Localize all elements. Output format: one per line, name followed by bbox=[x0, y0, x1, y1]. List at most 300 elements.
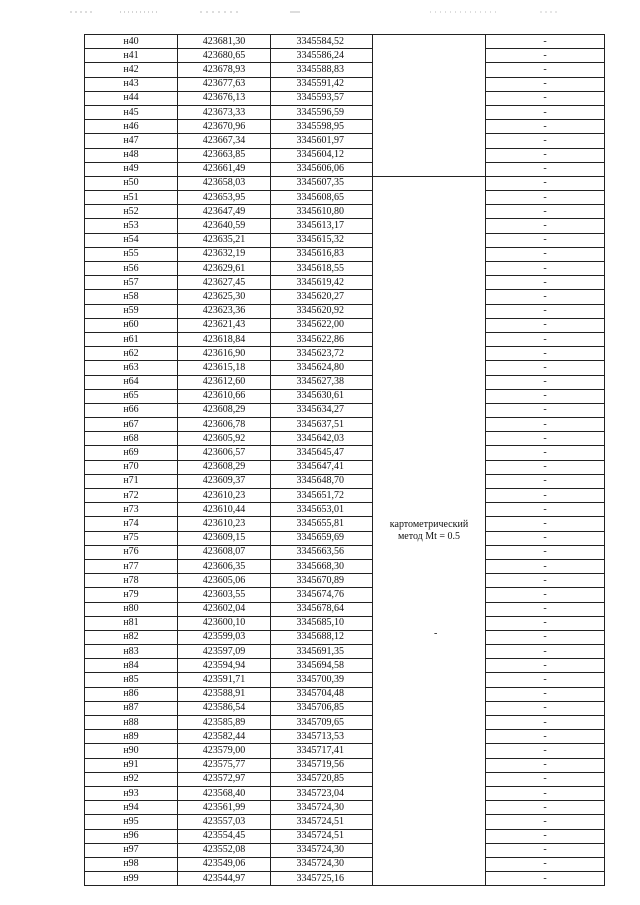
note-cell: - bbox=[486, 318, 605, 332]
table-row bbox=[85, 701, 605, 715]
point-name-cell: н40 bbox=[85, 35, 178, 49]
y-coordinate-cell: 3345619,42 bbox=[271, 276, 373, 290]
note-cell: - bbox=[486, 361, 605, 375]
y-coordinate-cell: 3345713,53 bbox=[271, 730, 373, 744]
x-coordinate-cell: 423602,04 bbox=[178, 602, 271, 616]
y-coordinate-cell: 3345706,85 bbox=[271, 701, 373, 715]
y-coordinate-cell: 3345651,72 bbox=[271, 489, 373, 503]
note-cell: - bbox=[486, 602, 605, 616]
point-name-cell: н76 bbox=[85, 545, 178, 559]
y-coordinate-cell: 3345618,55 bbox=[271, 262, 373, 276]
note-cell: - bbox=[486, 659, 605, 673]
table-row bbox=[85, 77, 605, 91]
x-coordinate-cell: 423608,29 bbox=[178, 403, 271, 417]
x-coordinate-cell: 423591,71 bbox=[178, 673, 271, 687]
note-cell: - bbox=[486, 801, 605, 815]
y-coordinate-cell: 3345593,57 bbox=[271, 91, 373, 105]
point-name-cell: н89 bbox=[85, 730, 178, 744]
x-coordinate-cell: 423678,93 bbox=[178, 63, 271, 77]
x-coordinate-cell: 423588,91 bbox=[178, 687, 271, 701]
x-coordinate-cell: 423575,77 bbox=[178, 758, 271, 772]
table-row bbox=[85, 730, 605, 744]
x-coordinate-cell: 423610,44 bbox=[178, 503, 271, 517]
x-coordinate-cell: 423568,40 bbox=[178, 786, 271, 800]
y-coordinate-cell: 3345620,92 bbox=[271, 304, 373, 318]
point-name-cell: н72 bbox=[85, 489, 178, 503]
note-cell: - bbox=[486, 673, 605, 687]
y-coordinate-cell: 3345670,89 bbox=[271, 574, 373, 588]
table-row bbox=[85, 375, 605, 389]
x-coordinate-cell: 423635,21 bbox=[178, 233, 271, 247]
y-coordinate-cell: 3345586,24 bbox=[271, 49, 373, 63]
coordinates-table bbox=[84, 34, 605, 886]
table-row bbox=[85, 574, 605, 588]
note-cell: - bbox=[486, 716, 605, 730]
note-cell: - bbox=[486, 843, 605, 857]
table-row bbox=[85, 35, 605, 49]
x-coordinate-cell: 423609,15 bbox=[178, 531, 271, 545]
table-row bbox=[85, 645, 605, 659]
point-name-cell: н68 bbox=[85, 432, 178, 446]
table-row bbox=[85, 219, 605, 233]
point-name-cell: н73 bbox=[85, 503, 178, 517]
point-name-cell: н52 bbox=[85, 205, 178, 219]
y-coordinate-cell: 3345606,06 bbox=[271, 162, 373, 176]
y-coordinate-cell: 3345615,32 bbox=[271, 233, 373, 247]
point-name-cell: н44 bbox=[85, 91, 178, 105]
table-row bbox=[85, 687, 605, 701]
note-cell: - bbox=[486, 162, 605, 176]
point-name-cell: н55 bbox=[85, 247, 178, 261]
point-name-cell: н46 bbox=[85, 120, 178, 134]
point-name-cell: н74 bbox=[85, 517, 178, 531]
table-row bbox=[85, 318, 605, 332]
x-coordinate-cell: 423615,18 bbox=[178, 361, 271, 375]
note-cell: - bbox=[486, 489, 605, 503]
point-name-cell: н97 bbox=[85, 843, 178, 857]
point-name-cell: н95 bbox=[85, 815, 178, 829]
point-name-cell: н94 bbox=[85, 801, 178, 815]
note-cell: - bbox=[486, 219, 605, 233]
x-coordinate-cell: 423606,35 bbox=[178, 559, 271, 573]
x-coordinate-cell: 423653,95 bbox=[178, 191, 271, 205]
y-coordinate-cell: 3345678,64 bbox=[271, 602, 373, 616]
y-coordinate-cell: 3345610,80 bbox=[271, 205, 373, 219]
note-cell: - bbox=[486, 77, 605, 91]
y-coordinate-cell: 3345655,81 bbox=[271, 517, 373, 531]
table-row bbox=[85, 276, 605, 290]
point-name-cell: н86 bbox=[85, 687, 178, 701]
y-coordinate-cell: 3345653,01 bbox=[271, 503, 373, 517]
x-coordinate-cell: 423579,00 bbox=[178, 744, 271, 758]
x-coordinate-cell: 423676,13 bbox=[178, 91, 271, 105]
y-coordinate-cell: 3345659,69 bbox=[271, 531, 373, 545]
note-cell: - bbox=[486, 148, 605, 162]
table-row bbox=[85, 531, 605, 545]
table-row bbox=[85, 304, 605, 318]
note-cell: - bbox=[486, 786, 605, 800]
table-row bbox=[85, 205, 605, 219]
y-coordinate-cell: 3345627,38 bbox=[271, 375, 373, 389]
table-row bbox=[85, 134, 605, 148]
note-cell: - bbox=[486, 545, 605, 559]
table-row bbox=[85, 829, 605, 843]
x-coordinate-cell: 423605,92 bbox=[178, 432, 271, 446]
note-cell: - bbox=[486, 645, 605, 659]
x-coordinate-cell: 423582,44 bbox=[178, 730, 271, 744]
table-row bbox=[85, 559, 605, 573]
y-coordinate-cell: 3345623,72 bbox=[271, 347, 373, 361]
y-coordinate-cell: 3345724,51 bbox=[271, 829, 373, 843]
point-name-cell: н98 bbox=[85, 857, 178, 871]
x-coordinate-cell: 423586,54 bbox=[178, 701, 271, 715]
y-coordinate-cell: 3345613,17 bbox=[271, 219, 373, 233]
y-coordinate-cell: 3345719,56 bbox=[271, 758, 373, 772]
note-cell: - bbox=[486, 758, 605, 772]
point-name-cell: н67 bbox=[85, 418, 178, 432]
note-cell: - bbox=[486, 134, 605, 148]
x-coordinate-cell: 423681,30 bbox=[178, 35, 271, 49]
y-coordinate-cell: 3345584,52 bbox=[271, 35, 373, 49]
scan-header-artifacts bbox=[0, 0, 640, 30]
point-name-cell: н63 bbox=[85, 361, 178, 375]
note-cell: - bbox=[486, 772, 605, 786]
y-coordinate-cell: 3345601,97 bbox=[271, 134, 373, 148]
table-row bbox=[85, 361, 605, 375]
y-coordinate-cell: 3345648,70 bbox=[271, 474, 373, 488]
x-coordinate-cell: 423606,78 bbox=[178, 418, 271, 432]
point-name-cell: н45 bbox=[85, 105, 178, 119]
table-row bbox=[85, 432, 605, 446]
x-coordinate-cell: 423600,10 bbox=[178, 616, 271, 630]
point-name-cell: н57 bbox=[85, 276, 178, 290]
x-coordinate-cell: 423673,33 bbox=[178, 105, 271, 119]
y-coordinate-cell: 3345724,30 bbox=[271, 801, 373, 815]
note-cell: - bbox=[486, 403, 605, 417]
x-coordinate-cell: 423647,49 bbox=[178, 205, 271, 219]
table-row bbox=[85, 233, 605, 247]
y-coordinate-cell: 3345616,83 bbox=[271, 247, 373, 261]
y-coordinate-cell: 3345709,65 bbox=[271, 716, 373, 730]
point-name-cell: н92 bbox=[85, 772, 178, 786]
x-coordinate-cell: 423609,37 bbox=[178, 474, 271, 488]
note-cell: - bbox=[486, 701, 605, 715]
point-name-cell: н61 bbox=[85, 332, 178, 346]
x-coordinate-cell: 423610,23 bbox=[178, 489, 271, 503]
y-coordinate-cell: 3345634,27 bbox=[271, 403, 373, 417]
y-coordinate-cell: 3345620,27 bbox=[271, 290, 373, 304]
y-coordinate-cell: 3345588,83 bbox=[271, 63, 373, 77]
note-cell: - bbox=[486, 630, 605, 644]
point-name-cell: н99 bbox=[85, 872, 178, 886]
table-row bbox=[85, 49, 605, 63]
table-row bbox=[85, 659, 605, 673]
note-cell: - bbox=[486, 347, 605, 361]
x-coordinate-cell: 423597,09 bbox=[178, 645, 271, 659]
table-row bbox=[85, 162, 605, 176]
y-coordinate-cell: 3345724,51 bbox=[271, 815, 373, 829]
point-name-cell: н48 bbox=[85, 148, 178, 162]
table-row bbox=[85, 389, 605, 403]
point-name-cell: н78 bbox=[85, 574, 178, 588]
note-cell: - bbox=[486, 304, 605, 318]
point-name-cell: н54 bbox=[85, 233, 178, 247]
x-coordinate-cell: 423552,08 bbox=[178, 843, 271, 857]
table-row bbox=[85, 872, 605, 886]
point-name-cell: н90 bbox=[85, 744, 178, 758]
note-cell: - bbox=[486, 233, 605, 247]
table-row bbox=[85, 786, 605, 800]
point-name-cell: н60 bbox=[85, 318, 178, 332]
note-cell: - bbox=[486, 205, 605, 219]
y-coordinate-cell: 3345607,35 bbox=[271, 176, 373, 190]
table-row bbox=[85, 120, 605, 134]
y-coordinate-cell: 3345642,03 bbox=[271, 432, 373, 446]
note-cell: - bbox=[486, 49, 605, 63]
point-name-cell: н47 bbox=[85, 134, 178, 148]
table-row bbox=[85, 418, 605, 432]
point-name-cell: н82 bbox=[85, 630, 178, 644]
y-coordinate-cell: 3345725,16 bbox=[271, 872, 373, 886]
y-coordinate-cell: 3345624,80 bbox=[271, 361, 373, 375]
y-coordinate-cell: 3345604,12 bbox=[271, 148, 373, 162]
x-coordinate-cell: 423606,57 bbox=[178, 446, 271, 460]
x-coordinate-cell: 423612,60 bbox=[178, 375, 271, 389]
y-coordinate-cell: 3345700,39 bbox=[271, 673, 373, 687]
note-cell: - bbox=[486, 857, 605, 871]
x-coordinate-cell: 423585,89 bbox=[178, 716, 271, 730]
point-name-cell: н87 bbox=[85, 701, 178, 715]
note-cell: - bbox=[486, 446, 605, 460]
x-coordinate-cell: 423605,06 bbox=[178, 574, 271, 588]
table-row bbox=[85, 588, 605, 602]
y-coordinate-cell: 3345724,30 bbox=[271, 857, 373, 871]
point-name-cell: н88 bbox=[85, 716, 178, 730]
note-cell: - bbox=[486, 389, 605, 403]
table-row bbox=[85, 772, 605, 786]
point-name-cell: н83 bbox=[85, 645, 178, 659]
x-coordinate-cell: 423616,90 bbox=[178, 347, 271, 361]
note-cell: - bbox=[486, 616, 605, 630]
table-row bbox=[85, 744, 605, 758]
x-coordinate-cell: 423632,19 bbox=[178, 247, 271, 261]
note-cell: - bbox=[486, 744, 605, 758]
note-cell: - bbox=[486, 588, 605, 602]
y-coordinate-cell: 3345691,35 bbox=[271, 645, 373, 659]
method-dash-mark: - bbox=[434, 628, 438, 639]
note-cell: - bbox=[486, 559, 605, 573]
point-name-cell: н71 bbox=[85, 474, 178, 488]
note-cell: - bbox=[486, 91, 605, 105]
y-coordinate-cell: 3345637,51 bbox=[271, 418, 373, 432]
note-cell: - bbox=[486, 460, 605, 474]
table-row bbox=[85, 148, 605, 162]
y-coordinate-cell: 3345647,41 bbox=[271, 460, 373, 474]
y-coordinate-cell: 3345645,47 bbox=[271, 446, 373, 460]
table-row bbox=[85, 105, 605, 119]
note-cell: - bbox=[486, 290, 605, 304]
point-name-cell: н58 bbox=[85, 290, 178, 304]
x-coordinate-cell: 423627,45 bbox=[178, 276, 271, 290]
point-name-cell: н49 bbox=[85, 162, 178, 176]
y-coordinate-cell: 3345717,41 bbox=[271, 744, 373, 758]
x-coordinate-cell: 423572,97 bbox=[178, 772, 271, 786]
y-coordinate-cell: 3345668,30 bbox=[271, 559, 373, 573]
y-coordinate-cell: 3345598,95 bbox=[271, 120, 373, 134]
point-name-cell: н64 bbox=[85, 375, 178, 389]
note-cell: - bbox=[486, 418, 605, 432]
point-name-cell: н70 bbox=[85, 460, 178, 474]
y-coordinate-cell: 3345720,85 bbox=[271, 772, 373, 786]
note-cell: - bbox=[486, 247, 605, 261]
x-coordinate-cell: 423610,23 bbox=[178, 517, 271, 531]
note-cell: - bbox=[486, 687, 605, 701]
x-coordinate-cell: 423680,65 bbox=[178, 49, 271, 63]
y-coordinate-cell: 3345608,65 bbox=[271, 191, 373, 205]
point-name-cell: н84 bbox=[85, 659, 178, 673]
y-coordinate-cell: 3345622,86 bbox=[271, 332, 373, 346]
x-coordinate-cell: 423549,06 bbox=[178, 857, 271, 871]
note-cell: - bbox=[486, 730, 605, 744]
table-row bbox=[85, 517, 605, 531]
point-name-cell: н79 bbox=[85, 588, 178, 602]
x-coordinate-cell: 423670,96 bbox=[178, 120, 271, 134]
x-coordinate-cell: 423658,03 bbox=[178, 176, 271, 190]
point-name-cell: н43 bbox=[85, 77, 178, 91]
x-coordinate-cell: 423677,63 bbox=[178, 77, 271, 91]
table-row bbox=[85, 191, 605, 205]
note-cell: - bbox=[486, 815, 605, 829]
table-row bbox=[85, 503, 605, 517]
coordinates-table-body bbox=[85, 35, 605, 886]
y-coordinate-cell: 3345591,42 bbox=[271, 77, 373, 91]
note-cell: - bbox=[486, 432, 605, 446]
table-row bbox=[85, 758, 605, 772]
table-row bbox=[85, 857, 605, 871]
table-row bbox=[85, 716, 605, 730]
note-cell: - bbox=[486, 531, 605, 545]
note-cell: - bbox=[486, 474, 605, 488]
y-coordinate-cell: 3345704,48 bbox=[271, 687, 373, 701]
y-coordinate-cell: 3345685,10 bbox=[271, 616, 373, 630]
y-coordinate-cell: 3345674,76 bbox=[271, 588, 373, 602]
point-name-cell: н93 bbox=[85, 786, 178, 800]
x-coordinate-cell: 423661,49 bbox=[178, 162, 271, 176]
y-coordinate-cell: 3345596,59 bbox=[271, 105, 373, 119]
table-row bbox=[85, 843, 605, 857]
table-row bbox=[85, 474, 605, 488]
x-coordinate-cell: 423603,55 bbox=[178, 588, 271, 602]
x-coordinate-cell: 423610,66 bbox=[178, 389, 271, 403]
point-name-cell: н81 bbox=[85, 616, 178, 630]
x-coordinate-cell: 423640,59 bbox=[178, 219, 271, 233]
note-cell: - bbox=[486, 191, 605, 205]
note-cell: - bbox=[486, 517, 605, 531]
method-cell-upper bbox=[373, 35, 486, 177]
method-cell bbox=[373, 176, 486, 885]
note-cell: - bbox=[486, 120, 605, 134]
note-cell: - bbox=[486, 63, 605, 77]
x-coordinate-cell: 423594,94 bbox=[178, 659, 271, 673]
point-name-cell: н41 bbox=[85, 49, 178, 63]
y-coordinate-cell: 3345724,30 bbox=[271, 843, 373, 857]
point-name-cell: н65 bbox=[85, 389, 178, 403]
x-coordinate-cell: 423618,84 bbox=[178, 332, 271, 346]
point-name-cell: н77 bbox=[85, 559, 178, 573]
table-row bbox=[85, 403, 605, 417]
y-coordinate-cell: 3345663,56 bbox=[271, 545, 373, 559]
table-row bbox=[85, 347, 605, 361]
point-name-cell: н51 bbox=[85, 191, 178, 205]
x-coordinate-cell: 423554,45 bbox=[178, 829, 271, 843]
table-row bbox=[85, 460, 605, 474]
y-coordinate-cell: 3345630,61 bbox=[271, 389, 373, 403]
y-coordinate-cell: 3345622,00 bbox=[271, 318, 373, 332]
note-cell: - bbox=[486, 872, 605, 886]
note-cell: - bbox=[486, 574, 605, 588]
table-row bbox=[85, 673, 605, 687]
point-name-cell: н50 bbox=[85, 176, 178, 190]
note-cell: - bbox=[486, 176, 605, 190]
note-cell: - bbox=[486, 332, 605, 346]
table-row bbox=[85, 91, 605, 105]
table-row bbox=[85, 176, 605, 190]
point-name-cell: н80 bbox=[85, 602, 178, 616]
point-name-cell: н56 bbox=[85, 262, 178, 276]
point-name-cell: н91 bbox=[85, 758, 178, 772]
y-coordinate-cell: 3345723,04 bbox=[271, 786, 373, 800]
point-name-cell: н75 bbox=[85, 531, 178, 545]
table-row bbox=[85, 545, 605, 559]
note-cell: - bbox=[486, 375, 605, 389]
point-name-cell: н69 bbox=[85, 446, 178, 460]
x-coordinate-cell: 423561,99 bbox=[178, 801, 271, 815]
note-cell: - bbox=[486, 829, 605, 843]
table-row bbox=[85, 815, 605, 829]
note-cell: - bbox=[486, 503, 605, 517]
point-name-cell: н96 bbox=[85, 829, 178, 843]
x-coordinate-cell: 423599,03 bbox=[178, 630, 271, 644]
table-row bbox=[85, 801, 605, 815]
method-label-line1: картометрический bbox=[389, 519, 469, 531]
x-coordinate-cell: 423623,36 bbox=[178, 304, 271, 318]
x-coordinate-cell: 423663,85 bbox=[178, 148, 271, 162]
x-coordinate-cell: 423621,43 bbox=[178, 318, 271, 332]
table-row bbox=[85, 630, 605, 644]
point-name-cell: н66 bbox=[85, 403, 178, 417]
table-row bbox=[85, 616, 605, 630]
method-label-line2: метод Mt = 0.5 bbox=[397, 531, 461, 543]
point-name-cell: н85 bbox=[85, 673, 178, 687]
point-name-cell: н42 bbox=[85, 63, 178, 77]
x-coordinate-cell: 423608,29 bbox=[178, 460, 271, 474]
y-coordinate-cell: 3345694,58 bbox=[271, 659, 373, 673]
y-coordinate-cell: 3345688,12 bbox=[271, 630, 373, 644]
table-row bbox=[85, 63, 605, 77]
table-row bbox=[85, 602, 605, 616]
x-coordinate-cell: 423557,03 bbox=[178, 815, 271, 829]
x-coordinate-cell: 423608,07 bbox=[178, 545, 271, 559]
table-row bbox=[85, 446, 605, 460]
table-row bbox=[85, 489, 605, 503]
point-name-cell: н59 bbox=[85, 304, 178, 318]
point-name-cell: н62 bbox=[85, 347, 178, 361]
point-name-cell: н53 bbox=[85, 219, 178, 233]
table-row bbox=[85, 290, 605, 304]
table-row bbox=[85, 247, 605, 261]
x-coordinate-cell: 423544,97 bbox=[178, 872, 271, 886]
table-row bbox=[85, 262, 605, 276]
